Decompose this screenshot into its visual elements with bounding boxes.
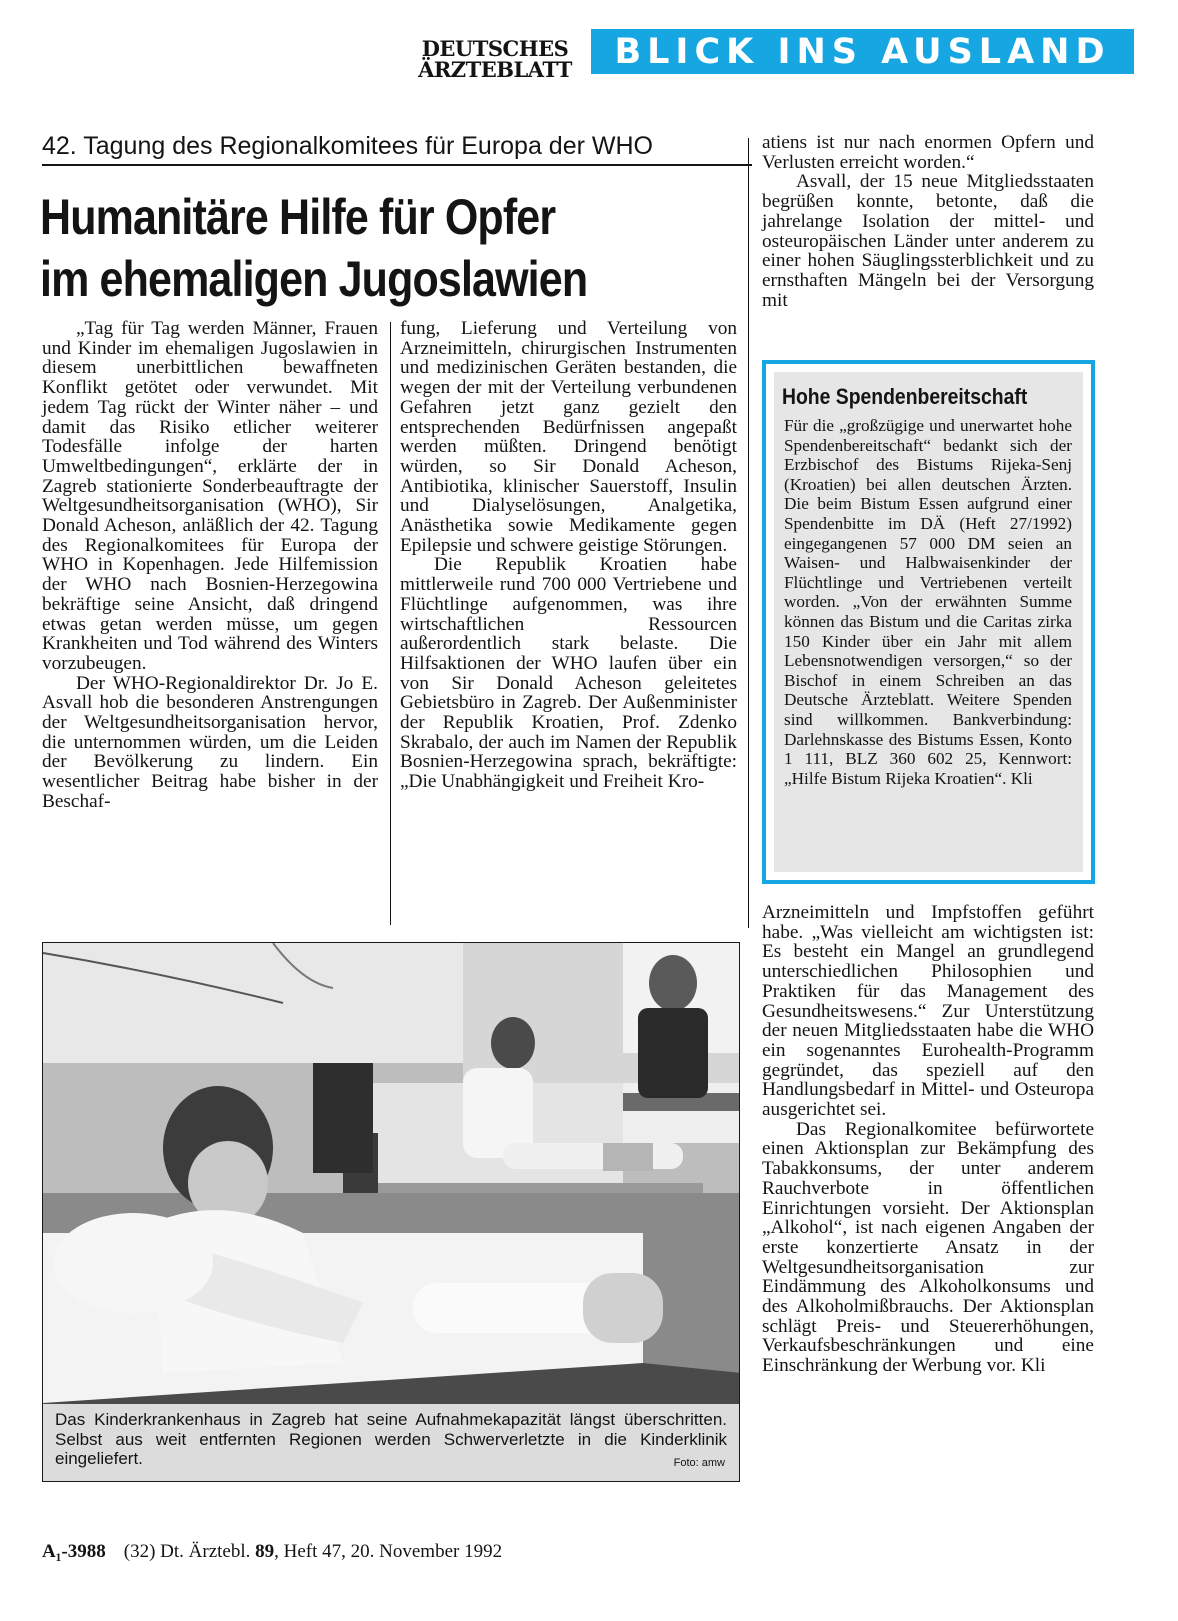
caption-text: Das Kinderkrankenhaus in Zagreb hat seine Aufnahmekapazität längst überschritten. Selbst aus weit entfernten Regionen werden Schwerverletzte in die Kinderklinik eingeliefert. bbox=[55, 1410, 727, 1468]
journal-name: Dt. Ärztebl. bbox=[160, 1541, 251, 1562]
article-column-3-bottom bbox=[762, 903, 1094, 1376]
issue-date: , Heft 47, 20. November 1992 bbox=[274, 1541, 503, 1562]
photo-credit: Foto: amw bbox=[673, 1456, 725, 1469]
page-code: A₁-3988 bbox=[42, 1541, 106, 1562]
volume-number: 89 bbox=[255, 1541, 275, 1562]
article-column-3-top bbox=[762, 133, 1094, 310]
paragraph: Arzneimitteln und Impfstoffen geführt habe. „Was vielleicht am wichtigsten ist: Es besteht ein Mangel an grundlegend unterschiedlichen Philosophien und Praktiken für das Management des Gesundheitswesens.“ Zur Unterstützung der neuen Mitgliedsstaaten habe die WHO ein sogenanntes Eurohealth-Programm gegründet, das speziell auf den Handlungsbedarf in Mittel- und Osteuropa ausgerichtet sei. bbox=[762, 902, 1094, 1121]
hospital-photo bbox=[42, 942, 740, 1482]
paragraph: Die Republik Kroatien habe mittlerweile rund 700 000 Vertriebene und Flüchtlinge aufgenommen, was ihre wirtschaftlichen Ressourcen außerordentlich stark belaste. Die Hilfsaktionen der WHO laufen über ein von Sir Donald Acheson geleitetes Gebietsbüro in Zagreb. Der Außenminister der Republik Kroatien, Prof. Zdenko Skrabalo, der auch im Namen der Republik Bosnien-Herzegowina sprach, bekräftigte: „Die Unabhängigkeit und Freiheit Kro- bbox=[400, 554, 737, 793]
page-footer bbox=[42, 1541, 742, 1563]
column-divider bbox=[390, 322, 391, 925]
section-rubric: BLICK INS AUSLAND bbox=[591, 29, 1134, 74]
paragraph: Das Regionalkomitee befürwortete einen Aktionsplan zur Bekämpfung des Tabakkonsums, der unter anderem Rauchverbote in öffentlichen Einrichtungen vorsieht. Der Aktionsplan „Alkohol“, ist nach eigenen Angaben der erste konzertierte Ansatz in der Weltgesundheitsorganisation zur Eindämmung des Alkoholkonsums und des Alkoholmißbrauchs. Der Aktionsplan schlägt Preis- und Steuererhöhungen, Verkaufsbeschränkungen und eine Einschränkung der Werbung vor. Kli bbox=[762, 1118, 1094, 1377]
photo-caption bbox=[43, 1404, 739, 1481]
paragraph: Asvall, der 15 neue Mitgliedsstaaten begrüßen konnte, betonte, daß die jahrelange Isolation der mittel- und osteuropäischen Länder unter anderem zu einer hohen Säuglingssterblichkeit und zu ernsthaften Mängeln bei der Versorgung mit bbox=[762, 171, 1094, 311]
sidebar-title: Hohe Spendenbereitschaft bbox=[782, 384, 1028, 409]
photo-illustration bbox=[43, 943, 740, 1482]
headline-line-2: im ehemaligen Jugoslawien bbox=[40, 251, 588, 307]
logo-line-2: ÄRZTEBLATT bbox=[418, 57, 572, 82]
sidebar-text: Für die „großzügige und unerwartet hohe Spendenbereitschaft“ bedankt sich der Erzbischof des Bistums Rijeka-Senj (Kroatien) bei allen deutschen Ärzten. Die beim Bistum Essen aufgrund einer Spendenbitte im DÄ (Heft 27/1992) eingegangenen 57 000 DM seien an Waisen- und Halbwaisenkinder der Flüchtlinge und Vertriebenen verteilt worden. „Von der erwähnten Summe können das Bistum und die Caritas zirka 150 Kinder über ein Jahr mit allem Lebensnotwendigen versorgen,“ so der Bischof in einem Schreiben an das Deutsche Ärzteblatt. Weitere Spenden sind willkommen. Bankverbindung: Darlehnskasse des Bistums Essen, Konto 1 111, BLZ 360 602 25, Kennwort: „Hilfe Bistum Rijeka Kroatien“. Kli bbox=[784, 416, 1072, 788]
article-kicker: 42. Tagung des Regionalkomitees für Europa der WHO bbox=[42, 132, 752, 166]
page-number: (32) bbox=[123, 1541, 156, 1562]
sidebar-box bbox=[762, 360, 1095, 884]
article-column-1 bbox=[42, 319, 378, 812]
column-divider bbox=[748, 138, 749, 928]
headline-line-1: Humanitäre Hilfe für Opfer bbox=[40, 189, 556, 245]
article-column-2 bbox=[400, 319, 737, 792]
paragraph: „Tag für Tag werden Männer, Frauen und Kinder im ehemaligen Jugoslawien in diesem unerbittlichen bewaffneten Konflikt getötet oder verwundet. Mit jedem Tag rückt der Winter näher – und damit das Risiko etlicher weiterer Todesfälle infolge der harten Umweltbedingungen“, erklärte der in Zagreb stationierte Sonderbeauftragte der Weltgesundheitsorganisation (WHO), Sir Donald Acheson, anläßlich der 42. Tagung des Regionalkomitees für Europa der WHO in Kopenhagen. Jede Hilfemission der WHO nach Bosnien-Herzegowina bekräftige seine Ansicht, daß dringend etwas getan werden müsse, um gegen Krankheiten und Tod während des Winters vorzubeugen. bbox=[42, 318, 378, 674]
article-headline bbox=[40, 186, 651, 310]
journal-logo bbox=[410, 38, 580, 80]
paragraph: Der WHO-Regionaldirektor Dr. Jo E. Asvall hob die besonderen Anstrengungen der Weltgesundheitsorganisation hervor, die unternommen würden, um die Leiden der Bevölkerung zu lindern. Ein wesentlicher Beitrag habe bisher in der Beschaf- bbox=[42, 672, 378, 812]
paragraph: fung, Lieferung und Verteilung von Arzneimitteln, chirurgischen Instrumenten und medizinischen Geräten bestanden, die wegen der mit der Verteilung verbundenen Gefahren jetzt ganz gezielt den entsprechenden Bedürfnissen angepaßt werden müßten. Dringend benötigt würden, so Sir Donald Acheson, Antibiotika, klinischer Sauerstoff, Insulin und Dialyselösungen, Analgetika, Anästhetika sowie Medikamente gegen Epilepsie und schwere geistige Störungen. bbox=[400, 318, 737, 556]
paragraph: atiens ist nur nach enormen Opfern und Verlusten erreicht worden.“ bbox=[762, 132, 1094, 173]
logo-line-1: DEUTSCHES bbox=[421, 36, 569, 61]
